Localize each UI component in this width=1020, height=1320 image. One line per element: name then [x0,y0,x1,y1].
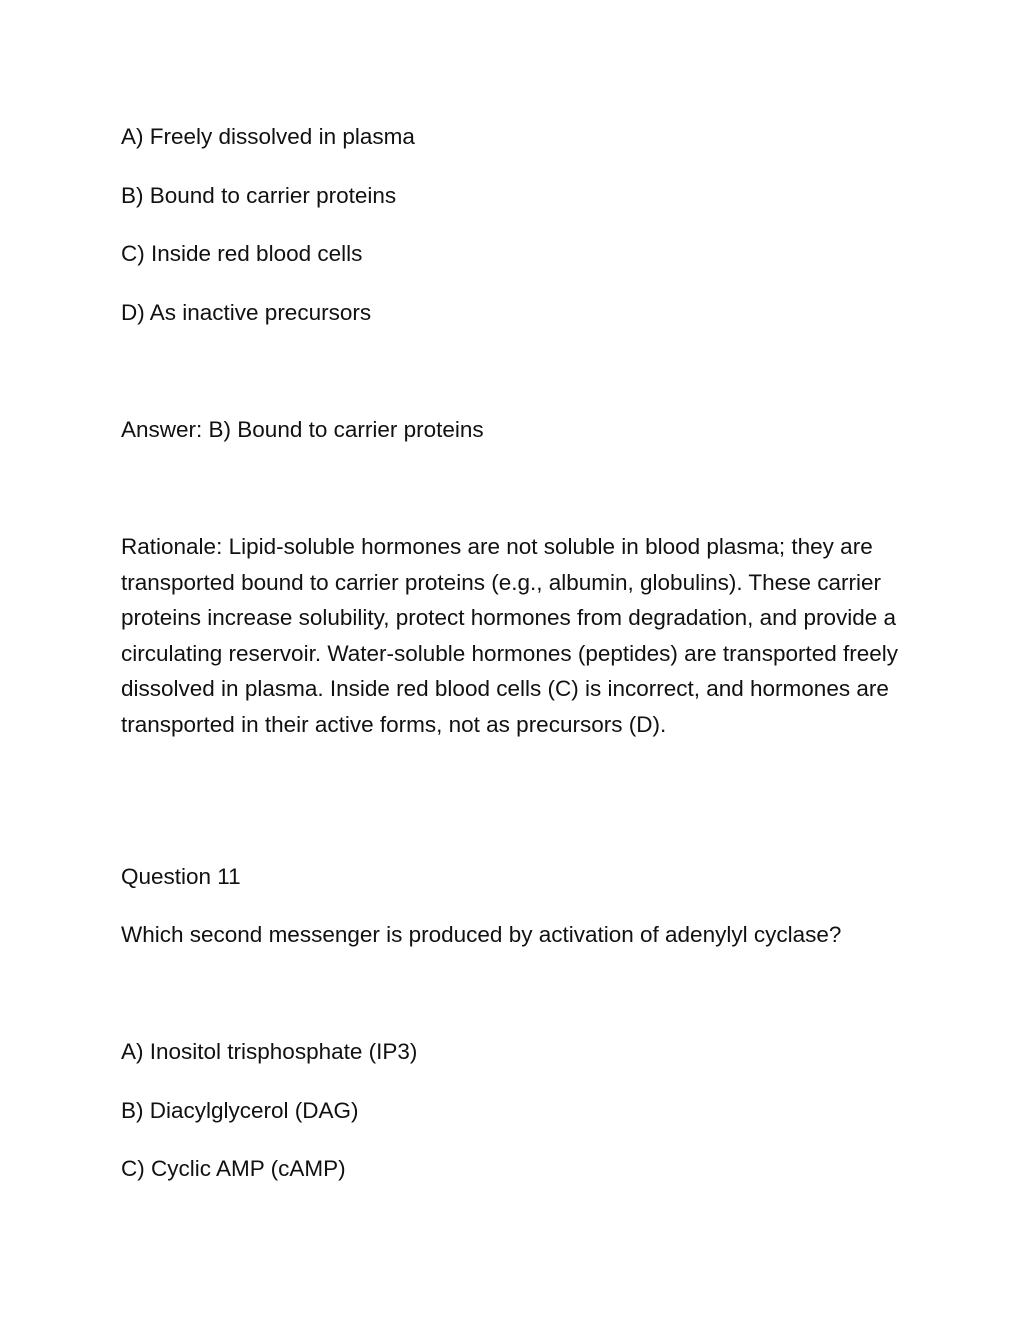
q11-option-a: A) Inositol trisphosphate (IP3) [121,1039,418,1064]
q11-option-b: B) Diacylglycerol (DAG) [121,1098,359,1123]
question-text: Which second messenger is produced by activation of adenylyl cyclase? [121,922,842,947]
rationale-paragraph: Rationale: Lipid-soluble hormones are not soluble in blood plasma; they are transported bound to carrier proteins (e.g., albumin, globulins). These carrier proteins increase solubility, protect hormones from degradation, and provide a circulating reservoir. Water-soluble hormones (peptides) are transported freely dissolved in plasma. Inside red blood cells (C) is incorrect, and hormones are transported in their active forms, not as precursors (D). [121,534,899,737]
answer-line: Answer: B) Bound to carrier proteins [121,417,484,442]
option-d: D) As inactive precursors [121,300,372,325]
option-c: C) Inside red blood cells [121,241,363,266]
option-b: B) Bound to carrier proteins [121,183,397,208]
option-a: A) Freely dissolved in plasma [121,124,415,149]
q11-option-c: C) Cyclic AMP (cAMP) [121,1156,346,1181]
question-heading: Question 11 [121,864,241,889]
